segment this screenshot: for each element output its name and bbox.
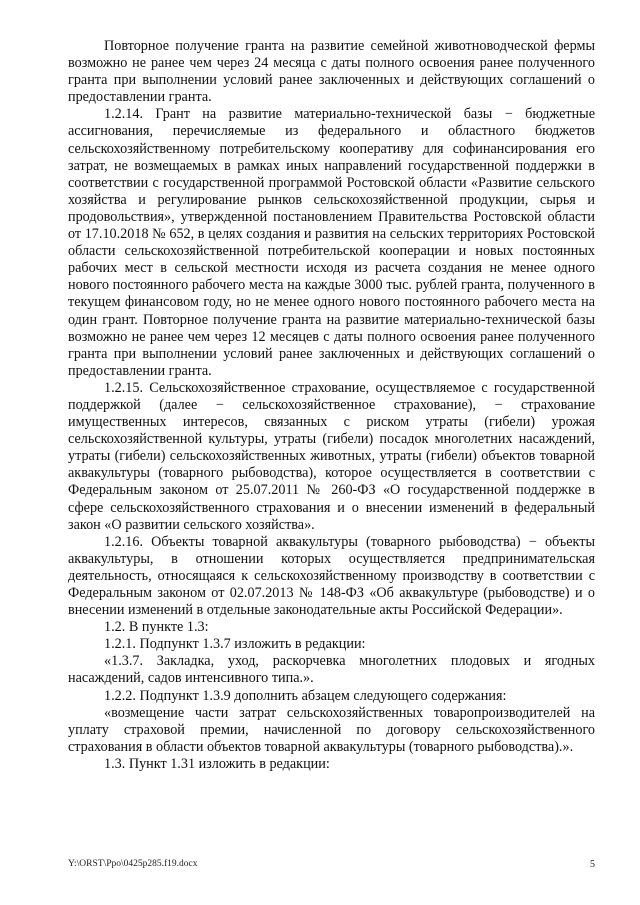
paragraph-insurance-quote: «возмещение части затрат сельскохозяйственных товаропроизводителей на уплату страховой премии, начисленной по договору сельскохозяйственного страхования в области объектов товарной аквакультуры (товарного рыбоводства).».: [68, 704, 595, 755]
paragraph-1-2-item-1-3: 1.2. В пункте 1.3:: [104, 619, 209, 636]
paragraph-1-2-2: 1.2.2. Подпункт 1.3.9 дополнить абзацем следующего содержания:: [104, 687, 507, 704]
paragraph-repeat-grant-family-farm: Повторное получение гранта на развитие семейной животноводческой фермы возможно не ранее чем через 24 месяца с даты полного освоения ранее полученного гранта при выполнении условий ранее заключенных и действующих соглашений о предоставлении гранта.: [68, 38, 595, 106]
file-path: Y:\ORST\Ppo\0425p285.f19.docx: [68, 859, 198, 869]
document-body: [68, 38, 595, 773]
page-number: 5: [590, 859, 595, 870]
paragraph-1-2-1: 1.2.1. Подпункт 1.3.7 изложить в редакции:: [104, 636, 366, 653]
paragraph-1-2-15: 1.2.15. Сельскохозяйственное страхование, осуществляемое с государственной поддержкой (далее − сельскохозяйственное страхование), − страхование имущественных интересов, связанных с риском утраты (гибели) урожая сельскохозяйственной культуры, утраты (гибели) посадок многолетних насаждений, утраты (гибели) сельскохозяйственных животных, утраты (гибели) объектов товарной аквакультуры (товарного рыбоводства), которое осуществляется в соответствии с Федеральным законом от 25.07.2011 № 260-ФЗ «О государственной поддержке в сфере сельскохозяйственного страхования и о внесении изменений в федеральный закон «О развитии сельского хозяйства».: [68, 379, 595, 533]
paragraph-1-3-7-quote: «1.3.7. Закладка, уход, раскорчевка многолетних плодовых и ягодных насаждений, садов интенсивного типа.».: [68, 653, 595, 687]
paragraph-1-2-14: 1.2.14. Грант на развитие материально-технической базы − бюджетные ассигнования, перечисляемые из федерального и областного бюджетов сельскохозяйственному потребительскому кооперативу для софинансирования его затрат, не возмещаемых в рамках иных направлений государственной поддержки в соответствии с государственной программой Ростовской области «Развитие сельского хозяйства и регулирование рынков сельскохозяйственной продукции, сырья и продовольствия», утвержденной постановлением Правительства Ростовской области от 17.10.2018 № 652, в целях создания и развития на сельских территориях Ростовской области сельскохозяйственной потребительской кооперации и новых постоянных рабочих мест в сельской местности исходя из расчета создания не менее одного нового постоянного рабочего места на каждые 3000 тыс. рублей гранта, полученного в текущем финансовом году, но не менее одного нового постоянного рабочего места на один грант. Повторное получение гранта на развитие материально-технической базы возможно не ранее чем через 12 месяцев с даты полного освоения ранее полученного гранта при выполнении условий ранее заключенных и действующих соглашений о предоставлении гранта.: [68, 106, 595, 379]
paragraph-1-2-16: 1.2.16. Объекты товарной аквакультуры (товарного рыбоводства) − объекты аквакультуры, в отношении которых осуществляется предпринимательская деятельность, относящаяся к сельскохозяйственному производству в соответствии с Федеральным законом от 02.07.2013 № 148-ФЗ «Об аквакультуре (рыбоводстве) и о внесении изменений в отдельные законодательные акты Российской Федерации».: [68, 533, 595, 619]
paragraph-1-3: 1.3. Пункт 1.31 изложить в редакции:: [104, 755, 330, 772]
